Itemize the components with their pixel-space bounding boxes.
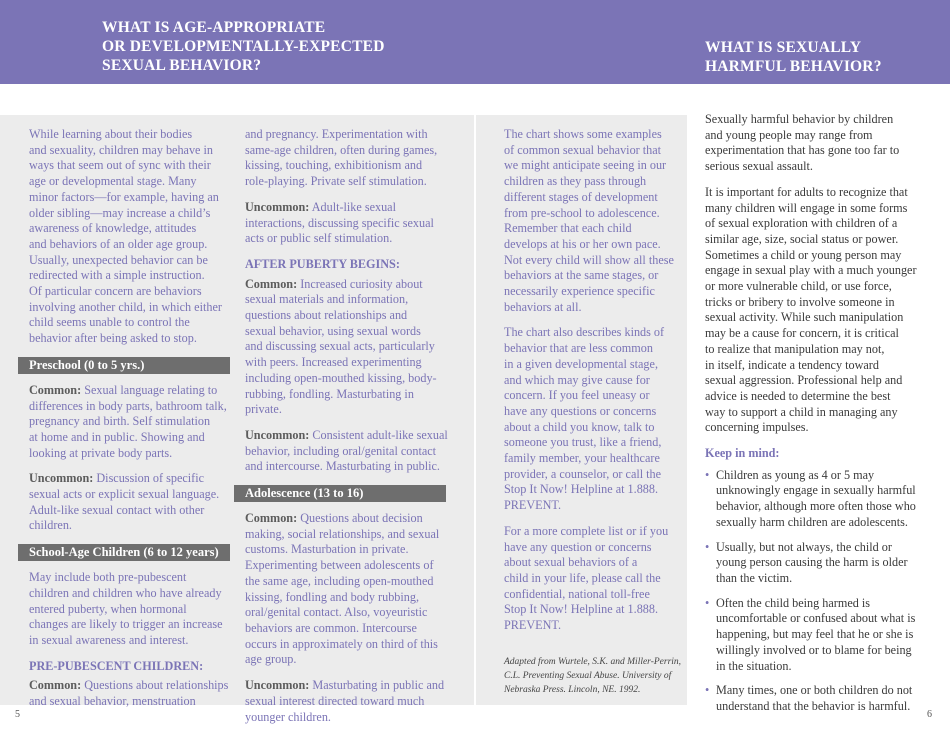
- text-line: younger children.: [245, 709, 331, 724]
- keep-in-mind-list: [705, 468, 940, 715]
- text-line: children.: [29, 518, 72, 533]
- text-line: and which may give cause for: [504, 372, 650, 387]
- text-line: minor factors—for example, having an: [29, 189, 219, 204]
- text-line: many children will engage in some forms: [705, 200, 908, 215]
- text-line: Questions about decision: [300, 511, 423, 526]
- list-item: [705, 540, 940, 587]
- text-line: and young people may range from: [705, 127, 873, 142]
- text-line: Masturbating in public and: [312, 678, 445, 693]
- text-line: than the victim.: [716, 570, 793, 585]
- text-line: child in your life, please call the: [504, 570, 661, 585]
- uncommon-label: Uncommon:: [245, 678, 310, 693]
- text-line: concern. If you feel uneasy or: [504, 388, 650, 403]
- text-line: and discussing sexual acts, particularly: [245, 339, 435, 354]
- text-line: differences in body parts, bathroom talk,: [29, 398, 227, 413]
- text-line: young person causing the harm is older: [716, 555, 908, 570]
- adolescence-common: [245, 511, 450, 668]
- text-line: behaviors are common. Intercourse: [245, 620, 417, 635]
- harmful-paragraph-1: [705, 112, 940, 175]
- preschool-uncommon: [29, 471, 234, 534]
- text-line: have any questions or concerns: [504, 403, 657, 418]
- text-line: questions about relationships and: [245, 308, 408, 323]
- pre-pubescent-heading: PRE-PUBESCENT CHILDREN:: [29, 658, 204, 673]
- school-age-heading: School-Age Children (6 to 12 years): [18, 544, 230, 561]
- right-title-line: HARMFUL BEHAVIOR?: [705, 58, 882, 75]
- text-line: May include both pre-pubescent: [29, 570, 187, 585]
- text-line: in the situation.: [716, 658, 792, 673]
- text-line: Consistent adult-like sexual: [312, 427, 448, 442]
- text-line: Usually, but not always, the child or: [716, 539, 892, 554]
- text-line: Questions about relationships: [84, 678, 229, 693]
- text-line: from pre-school to adolescence.: [504, 205, 660, 220]
- text-line: experimentation that has gone too far to: [705, 143, 900, 158]
- text-line: Sometimes a child or young person may: [705, 247, 902, 262]
- text-line: and behaviors of an older age group.: [29, 236, 208, 251]
- text-line: behavior that are less common: [504, 341, 653, 356]
- text-line: making, social relationships, and sexual: [245, 526, 440, 541]
- text-line: provider, a counselor, or call the: [504, 466, 662, 481]
- text-line: behaviors at the same stages, or: [504, 268, 659, 283]
- text-line: behavior after being asked to stop.: [29, 331, 197, 346]
- text-line: The chart also describes kinds of: [504, 325, 665, 340]
- text-line: different stages of development: [504, 189, 658, 204]
- text-line: age group.: [245, 652, 297, 667]
- text-line: engage in sexual play with a much younger: [705, 263, 917, 278]
- common-label: Common:: [245, 511, 298, 526]
- text-line: in itself, indicate a tendency toward: [705, 357, 879, 372]
- column-2: [245, 127, 450, 733]
- uncommon-label: Uncommon:: [245, 427, 310, 442]
- uncommon-label: Uncommon:: [29, 471, 94, 486]
- column-4: [705, 112, 940, 724]
- chart-note-3: [504, 524, 680, 634]
- text-line: behavior, although more often those who: [716, 499, 916, 514]
- text-line: tricks or bribery to involve someone in: [705, 294, 895, 309]
- text-line: necessarily experience specific: [504, 284, 655, 299]
- text-line: Remember that each child: [504, 221, 632, 236]
- text-line: Often the child being harmed is: [716, 595, 870, 610]
- text-line: sexual acts or explicit sexual language.: [29, 487, 220, 502]
- text-line: sexually harm children are adolescents.: [716, 514, 908, 529]
- text-line: the same age, including open-mouthed: [245, 573, 434, 588]
- text-line: family member, your healthcare: [504, 451, 660, 466]
- text-line: The chart shows some examples: [504, 127, 662, 141]
- bullet-icon: •: [705, 683, 710, 698]
- adolescence-heading: Adolescence (13 to 16): [234, 485, 446, 502]
- text-line: sexual interest directed toward much: [245, 693, 425, 708]
- text-line: awareness of knowledge, attitudes: [29, 221, 197, 236]
- text-line: ways that seem out of sync with their: [29, 158, 211, 173]
- text-line: have any question or concerns: [504, 539, 652, 554]
- left-page-title: [102, 18, 385, 75]
- text-line: changes are likely to trigger an increase: [29, 617, 223, 632]
- text-line: oral/genital contact. Also, voyeuristic: [245, 605, 428, 620]
- text-line: PREVENT.: [504, 498, 561, 513]
- text-line: of common sexual behavior that: [504, 142, 662, 157]
- text-line: redirected with a simple instruction.: [29, 268, 205, 283]
- keep-in-mind-heading: Keep in mind:: [705, 446, 780, 461]
- text-line: For a more complete list or if you: [504, 523, 669, 538]
- text-line: may be a cause for concern, it is critical: [705, 326, 899, 341]
- text-line: Adult-like sexual: [311, 199, 396, 214]
- text-line: Children as young as 4 or 5 may: [716, 467, 875, 482]
- after-puberty-common: [245, 277, 450, 418]
- text-line: PREVENT.: [504, 618, 561, 633]
- bullet-icon: •: [705, 539, 710, 554]
- text-line: Usually, unexpected behavior can be: [29, 252, 208, 267]
- text-line: sexual aggression. Professional help and: [705, 373, 903, 388]
- text-line: we might anticipate seeing in our: [504, 158, 667, 173]
- text-line: interactions, discussing specific sexual: [245, 215, 434, 230]
- text-line: role-playing. Private self stimulation.: [245, 174, 427, 189]
- text-line: rubbing, fondling. Masturbating in: [245, 386, 414, 401]
- text-line: about sexual behaviors of a: [504, 555, 638, 570]
- text-line: and sexuality, children may behave in: [29, 142, 213, 157]
- text-line: someone you trust, like a friend,: [504, 435, 662, 450]
- text-line: and intercourse. Masturbating in public.: [245, 459, 440, 474]
- chart-note-1: [504, 127, 680, 315]
- adolescence-uncommon: [245, 678, 450, 725]
- text-line: child seems unable to control the: [29, 315, 190, 330]
- text-line: Sexual language relating to: [84, 382, 218, 397]
- text-line: understand that the behavior is harmful.: [716, 698, 911, 713]
- text-line: private.: [245, 402, 282, 417]
- common-label: Common:: [29, 382, 82, 397]
- text-line: occurs in approximately on third of this: [245, 636, 438, 651]
- column-1: [29, 127, 234, 720]
- text-line: looking at private body parts.: [29, 445, 173, 460]
- right-title-line: WHAT IS SEXUALLY: [705, 39, 862, 56]
- text-line: confidential, national toll-free: [504, 586, 650, 601]
- text-line: children as they pass through: [504, 174, 647, 189]
- text-line: C.L. Preventing Sexual Abuse. University of: [504, 671, 672, 681]
- right-page-title: [705, 38, 882, 76]
- text-line: Stop It Now! Helpline at 1.888.: [504, 602, 659, 617]
- text-line: serious sexual assault.: [705, 159, 813, 174]
- text-line: While learning about their bodies: [29, 127, 193, 141]
- text-line: kissing, touching, exhibitionism and: [245, 158, 423, 173]
- list-item: [705, 683, 940, 714]
- text-line: happening, but may feel that he or she is: [716, 627, 914, 642]
- text-line: at home and in public. Showing and: [29, 429, 205, 444]
- text-line: Stop It Now! Helpline at 1.888.: [504, 482, 659, 497]
- text-line: Sexually harmful behavior by children: [705, 112, 894, 126]
- text-line: willingly involved or to blame for being: [716, 642, 912, 657]
- citation: [504, 655, 694, 697]
- left-title-line: OR DEVELOPMENTALLY-EXPECTED: [102, 38, 385, 55]
- after-puberty-uncommon: [245, 428, 450, 475]
- text-line: similar age, size, social status or power.: [705, 231, 899, 246]
- school-age-intro: [29, 570, 234, 649]
- preschool-heading: Preschool (0 to 5 yrs.): [18, 357, 230, 374]
- text-line: Adult-like sexual contact with other: [29, 502, 205, 517]
- text-line: sexual behavior, using sexual words: [245, 323, 421, 338]
- preschool-common: [29, 383, 234, 462]
- text-line: including open-mouthed kissing, body-: [245, 370, 437, 385]
- bullet-icon: •: [705, 467, 710, 482]
- text-line: Nebraska Press. Lincoln, NE. 1992.: [504, 685, 641, 695]
- common-label: Common:: [29, 678, 82, 693]
- text-line: behavior, including oral/genital contact: [245, 443, 437, 458]
- common-label: Common:: [245, 276, 298, 291]
- text-line: behaviors at all.: [504, 299, 582, 314]
- text-line: Adapted from Wurtele, S.K. and Miller-Perrin,: [504, 657, 682, 667]
- text-line: involving another child, in which either: [29, 299, 222, 314]
- text-line: about a child you know, talk to: [504, 419, 655, 434]
- text-line: of sexual exploration with children of a: [705, 216, 898, 231]
- text-line: in a given developmental stage,: [504, 356, 658, 371]
- uncommon-label: Uncommon:: [245, 199, 310, 214]
- text-line: customs. Masturbation in private.: [245, 542, 409, 557]
- text-line: Not every child will show all these: [504, 252, 674, 267]
- text-line: with peers. Increased experimenting: [245, 355, 422, 370]
- intro-paragraph: [29, 127, 234, 347]
- text-line: to realize that manipulation may not,: [705, 341, 885, 356]
- text-line: It is important for adults to recognize that: [705, 184, 908, 199]
- text-line: entered puberty, when hormonal: [29, 601, 187, 616]
- text-line: uncomfortable or confused about what is: [716, 611, 916, 626]
- text-line: kissing, fondling and body rubbing,: [245, 589, 420, 604]
- text-line: way to support a child in managing any: [705, 404, 898, 419]
- text-line: sexual activity. While such manipulation: [705, 310, 904, 325]
- bullet-icon: •: [705, 595, 710, 610]
- text-line: concerning impulses.: [705, 420, 809, 435]
- text-line: Increased curiosity about: [300, 276, 423, 291]
- column-3: [504, 127, 680, 644]
- text-line: pregnancy and birth. Self stimulation: [29, 414, 211, 429]
- text-line: children and children who have already: [29, 585, 222, 600]
- text-line: age or developmental stage. Many: [29, 174, 197, 189]
- text-line: and pregnancy. Experimentation with: [245, 127, 428, 141]
- pre-pubescent-uncommon: [245, 200, 450, 247]
- text-line: and sexual behavior, menstruation: [29, 694, 196, 709]
- text-line: in sexual awareness and interest.: [29, 632, 189, 647]
- text-line: Discussion of specific: [96, 471, 205, 486]
- pre-pubescent-common: [29, 678, 234, 709]
- text-line: Experimenting between adolescents of: [245, 558, 434, 573]
- text-line: advice is needed to determine the best: [705, 388, 891, 403]
- list-item: [705, 468, 940, 531]
- text-line: Many times, one or both children do not: [716, 683, 913, 698]
- chart-note-2: [504, 325, 680, 513]
- text-line: sexual materials and information,: [245, 292, 409, 307]
- text-line: Of particular concern are behaviors: [29, 284, 202, 299]
- text-line: older sibling—may increase a child’s: [29, 205, 211, 220]
- harmful-paragraph-2: [705, 185, 940, 436]
- text-line: acts or public self stimulation.: [245, 231, 393, 246]
- page-number-right: 6: [927, 709, 932, 720]
- text-line: unknowingly engage in sexually harmful: [716, 483, 916, 498]
- left-title-line: SEXUAL BEHAVIOR?: [102, 57, 262, 74]
- left-title-line: WHAT IS AGE-APPROPRIATE: [102, 19, 326, 36]
- text-line: or more vulnerable child, or use force,: [705, 279, 892, 294]
- pre-pubescent-common-cont: [245, 127, 450, 190]
- text-line: develops at his or her own pace.: [504, 236, 661, 251]
- text-line: same-age children, often during games,: [245, 142, 438, 157]
- after-puberty-heading: AFTER PUBERTY BEGINS:: [245, 256, 400, 271]
- page-number-left: 5: [15, 709, 20, 720]
- list-item: [705, 596, 940, 675]
